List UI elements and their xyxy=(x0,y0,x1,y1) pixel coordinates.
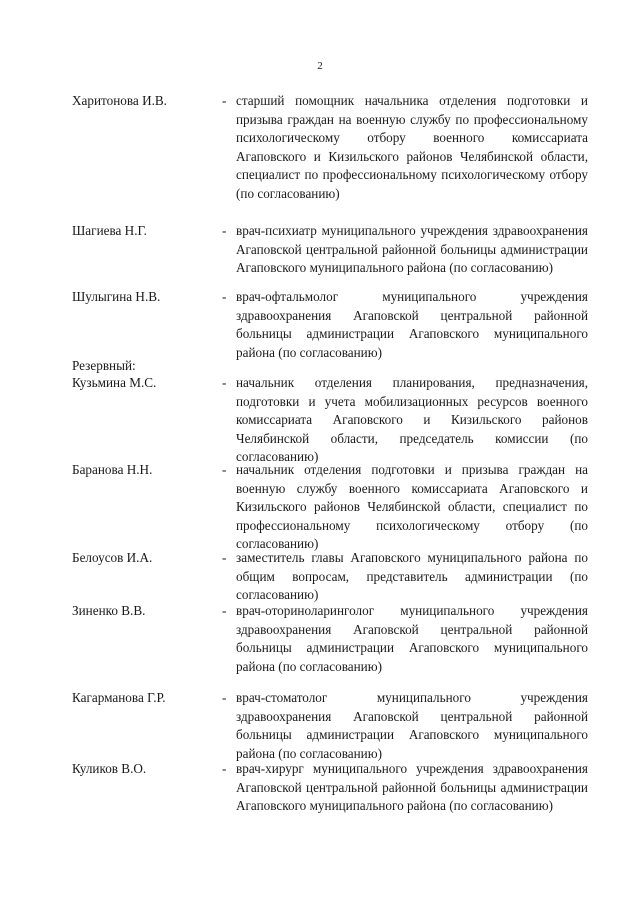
member-dash: - xyxy=(222,462,227,477)
member-name: Куликов В.О. xyxy=(72,761,147,776)
member-dash: - xyxy=(222,375,227,390)
member-description: врач-стоматолог муниципального учреждения здравоохранения Агаповской центральной районной больницы администрации Агаповского муниципального района (по согласованию) xyxy=(236,690,588,761)
member-name: Баранова Н.Н. xyxy=(72,462,153,477)
member-name: Шагиева Н.Г. xyxy=(72,223,147,238)
member-name: Кагарманова Г.Р. xyxy=(72,690,166,705)
member-dash: - xyxy=(222,289,227,304)
member-name: Зиненко В.В. xyxy=(72,603,146,618)
member-description: начальник отделения подготовки и призыва граждан на военную службу военного комиссариата Агаповского и Кизильского районов Челябинской области, специалист по профессиональному психологическому отбору (по согласованию) xyxy=(236,462,588,552)
member-dash: - xyxy=(222,603,227,618)
member-dash: - xyxy=(222,550,227,565)
member-dash: - xyxy=(222,93,227,108)
reserve-label: Резервный: xyxy=(72,358,136,373)
member-name: Шулыгина Н.В. xyxy=(72,289,161,304)
member-description: врач-офтальмолог муниципального учреждения здравоохранения Агаповской центральной районной больницы администрации Агаповского муниципального района (по согласованию) xyxy=(236,289,588,360)
member-description: врач-хирург муниципального учреждения здравоохранения Агаповской центральной районной больницы администрации Агаповского муниципального района (по согласованию) xyxy=(236,761,588,814)
member-description: врач-психиатр муниципального учреждения здравоохранения Агаповской центральной районной больницы администрации Агаповского муниципального района (по согласованию) xyxy=(236,223,588,276)
member-description: начальник отделения планирования, предназначения, подготовки и учета мобилизационных ресурсов военного комиссариата Агаповского и Кизильского районов Челябинской области, председатель комиссии (по согласованию) xyxy=(236,375,588,465)
page-number: 2 xyxy=(317,60,323,72)
member-dash: - xyxy=(222,223,227,238)
member-description: врач-оториноларинголог муниципального учреждения здравоохранения Агаповской центральной районной больницы администрации Агаповского муниципального района (по согласованию) xyxy=(236,603,588,674)
member-name: Харитонова И.В. xyxy=(72,93,167,108)
member-dash: - xyxy=(222,761,227,776)
member-description: старший помощник начальника отделения подготовки и призыва граждан на военную службу по профессиональному психологическому отбору военного комиссариата Агаповского и Кизильского районов Челябинской области, специалист по профессиональному психологическому отбору (по согласованию) xyxy=(236,93,588,201)
member-dash: - xyxy=(222,690,227,705)
member-description: заместитель главы Агаповского муниципального района по общим вопросам, представитель администрации (по согласованию) xyxy=(236,550,588,603)
member-name: Кузьмина М.С. xyxy=(72,375,157,390)
member-name: Белоусов И.А. xyxy=(72,550,153,565)
